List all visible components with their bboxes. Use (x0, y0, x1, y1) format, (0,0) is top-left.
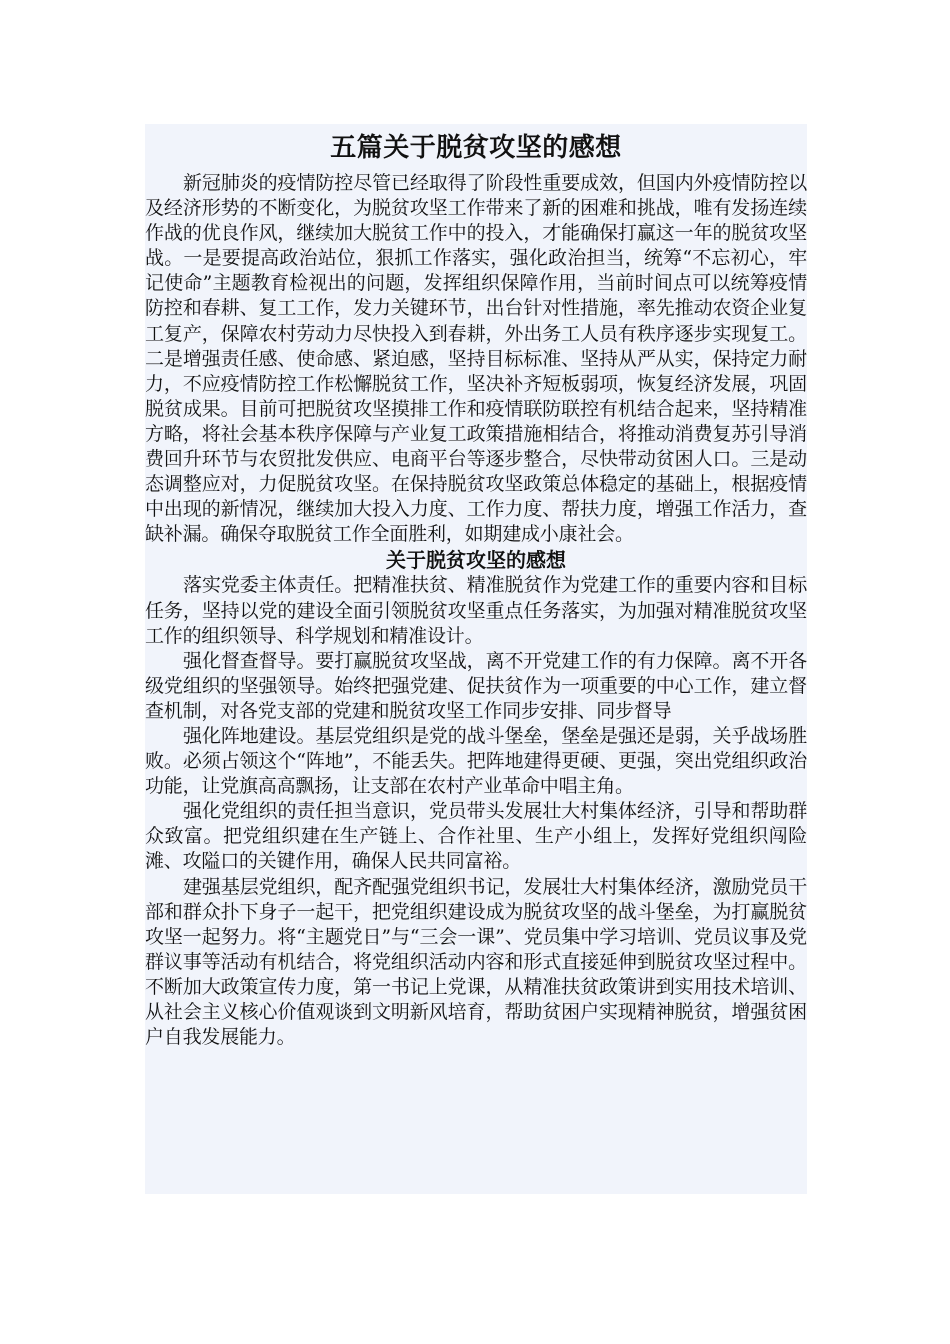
section-title: 关于脱贫攻坚的感想 (386, 548, 566, 573)
paragraph-party-responsibility: 落实党委主体责任。把精准扶贫、精准脱贫作为党建工作的重要内容和目标任务，坚持以党的建设全面引领脱贫攻坚重点任务落实，为加强对精准脱贫攻坚工作的组织领导、科学规划和精准设计。 (145, 574, 807, 647)
intro-paragraph: 新冠肺炎的疫情防控尽管已经取得了阶段性重要成效，但国内外疫情防控以及经济形势的不断变化，为脱贫攻坚工作带来了新的困难和挑战，唯有发扬连续作战的优良作风，继续加大脱贫工作中的投入，才能确保打赢这一年的脱贫攻坚战。一是要提高政治站位，狠抓工作落实，强化政治担当，统筹“不忘初心，牢记使命”主题教育检视出的问题，发挥组织保障作用，当前时间点可以统筹疫情防控和春耕、复工工作，发力关键环节，出台针对性措施，率先推动农资企业复工复产，保障农村劳动力尽快投入到春耕，外出务工人员有秩序逐步实现复工。二是增强责任感、使命感、紧迫感，坚持目标标准、坚持从严从实，保持定力耐力，不应疫情防控工作松懈脱贫工作，坚决补齐短板弱项，恢复经济发展，巩固脱贫成果。目前可把脱贫攻坚摸排工作和疫情联防联控有机结合起来，坚持精准方略，将社会基本秩序保障与产业复工政策措施相结合，将推动消费复苏引导消费回升环节与农贸批发供应、电商平台等逐步整合，尽快带动贫困人口。三是动态调整应对，力促脱贫攻坚。在保持脱贫攻坚政策总体稳定的基础上，根据疫情中出现的新情况，继续加大投入力度、工作力度、帮扶力度，增强工作活力，查缺补漏。确保夺取脱贫工作全面胜利，如期建成小康社会。 (145, 172, 807, 546)
paragraph-position-building: 强化阵地建设。基层党组织是党的战斗堡垒，堡垒是强还是弱，关乎战场胜败。必须占领这个“阵地”，不能丢失。把阵地建得更硬、更强，突出党组织政治功能，让党旗高高飘扬，让支部在农村产业革命中唱主角。 (145, 724, 807, 798)
document-page (145, 124, 807, 1194)
paragraph-responsibility-awareness: 强化党组织的责任担当意识，党员带头发展壮大村集体经济，引导和帮助群众致富。把党组织建在生产链上、合作社里、生产小组上，发挥好党组织闯险滩、攻隘口的关键作用，确保人民共同富裕。 (145, 800, 807, 873)
paragraph-grassroots-organization: 建强基层党组织，配齐配强党组织书记，发展壮大村集体经济，激励党员干部和群众扑下身子一起干，把党组织建设成为脱贫攻坚的战斗堡垒，为打赢脱贫攻坚一起努力。将“主题党日”与“三会一课”、党员集中学习培训、党员议事及党群议事等活动有机结合，将党组织活动内容和形式直接延伸到脱贫攻坚过程中。不断加大政策宣传力度，第一书记上党课，从精准扶贫政策讲到实用技术培训、从社会主义核心价值观谈到文明新风培育，帮助贫困户实现精神脱贫，增强贫困户自我发展能力。 (145, 875, 807, 1049)
document-title: 五篇关于脱贫攻坚的感想 (330, 133, 622, 163)
paragraph-supervision: 强化督查督导。要打赢脱贫攻坚战，离不开党建工作的有力保障。离不开各级党组织的坚强领导。始终把强党建、促扶贫作为一项重要的中心工作，建立督查机制，对各党支部的党建和脱贫攻坚工作同步安排、同步督导 (145, 649, 807, 722)
